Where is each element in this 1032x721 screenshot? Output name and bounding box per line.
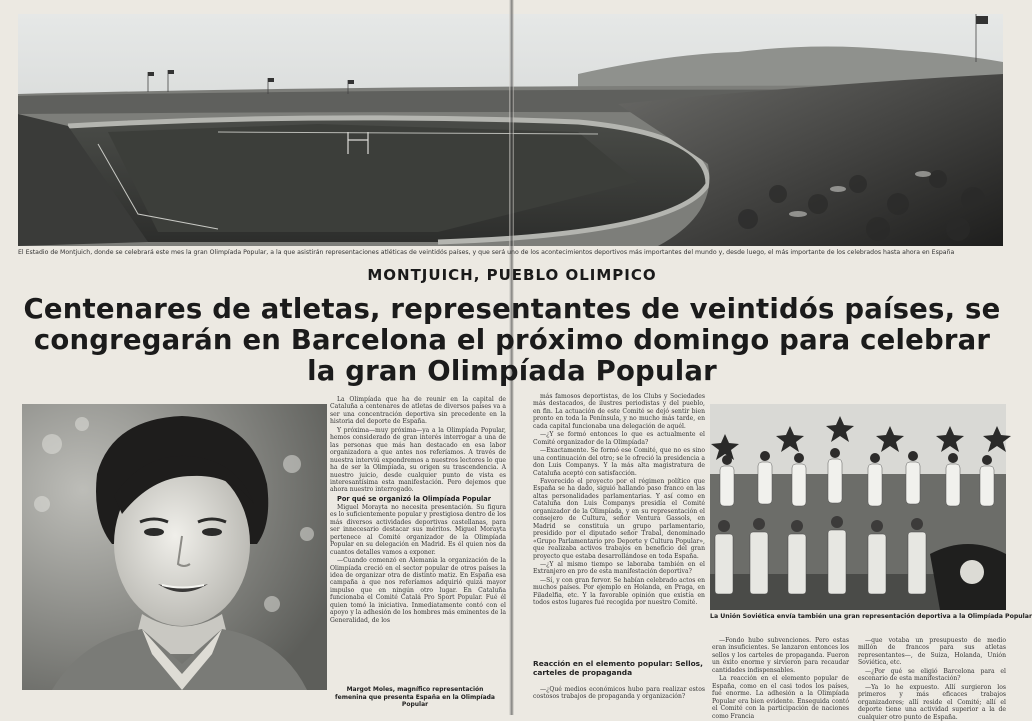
article-paragraph: —que votaba un presupuesto de medio millón de francos para sus atletas representantes—, de Suiza, Holanda, Unión Soviética, etc. [858,637,1006,667]
headline-line-2: congregarán en Barcelona el próximo domingo para celebrar [33,324,991,356]
portrait-photo-image [22,404,327,690]
article-subhead: Por qué se organizó la Olimpíada Popular [337,494,491,503]
headline-line-3: la gran Olimpíada Popular [307,355,717,387]
article-paragraph: —Exactamente. Se formó ese Comité, que no es sino una continuación del otro; se le ofreció la presidencia a don Luis Companys. Y la más alta magistratura de Cataluña aceptó con satisfacción. [533,447,705,477]
portrait-photo [22,404,327,690]
soviet-gymnasts-image [710,404,1006,610]
portrait-caption: Margot Moles, magnífico representación femenina que presenta España en la Olimpíada Popular [335,686,495,708]
headline-line-1: Centenares de atletas, representantes de veintidós países, se [23,293,1001,325]
article-column-2-bottom [533,686,705,714]
soviet-gymnasts-photo [710,404,1006,610]
article-paragraph: —Ya lo he expuesto. Allí surgieron los primeros y más eficaces trabajos organizadores; allí reside el Comité; allí el deporte tiene una actividad superior a la de cualquier otro punto de España. [858,683,1006,721]
article-paragraph: —Sí, y con gran fervor. Se habían celebrado actos en muchos países. Por ejemplo en Holanda, en Praga, en Filadelfia, etc. Y la favorable opinión que existía en todos estos lugares fué recogida por nuestro Comité. [533,576,705,607]
article-paragraph: —Fondo hubo subvenciones. Pero estas eran insuficientes. Se lanzaron entonces los sellos y los carteles de propaganda. Fueron un éxito enorme y sirvieron para recaudar cantidades indispensables. [712,637,849,674]
article-paragraph: más famosos deportistas, de los Clubs y Sociedades más destacados, de ilustres periodistas y del pueblo, en fin. La actuación de este Comité se dejó sentir bien pronto en toda la Península, y no mucho más tarde, en cada capital funcionaba una delegación de aquél. [533,393,705,430]
article-paragraph: Miguel Morayta no necesita presentación. Su figura es lo suficientemente popular y prestigiosa dentro de los más diversos actividades deportivas castellanas, para ser innecesario destacar sus méritos. Miguel Morayta pertenece al Comité organizador de la Olimpíada Popular en su delegación en Madrid. Es él quien nos da cuantos detalles vamos a exponer. [330,503,506,556]
section-kicker: MONTJUICH, PUEBLO OLIMPICO [367,266,657,284]
article-paragraph: —¿Por qué se eligió Barcelona para el escenario de esta manifestación? [858,667,1006,683]
article-paragraph: —Cuando comenzó en Alemania la organización de la Olimpíada creció en el sector popular de otros países la idea de organizar otra de distinto matiz. En España esa campaña a que nos referíamos adquirió quizá mayor impulso que en ningún otro lugar. En Cataluña funcionaba el Comité Catalá Pro Sport Popular. Fué él quien tomó la iniciativa. Inmediatamente contó con el apoyo y la adhesión de los hombres más eminentes de la Generalidad, de los [330,557,506,624]
article-column-4 [858,637,1006,721]
stadium-photo-caption: El Estadio de Montjuich, donde se celebrará este mes la gran Olimpíada Popular, a la que asistirán representaciones atléticas de veintidós países, y que será uno de los acontecimientos deportivos más importantes del mundo y, desde luego, el más importante de los celebrados hasta ahora en España [18,249,955,256]
article-subhead-2: Reacción en el elemento popular: Sellos, carteles de propaganda [533,659,703,677]
article-paragraph: Y próxima—muy próxima—ya a la Olimpíada Popular, hemos considerado de gran interés interrogar a una de las personas que más han destacado en esa labor organizadora a que antes nos referíamos. A través de nuestra interviú expondremos a nuestros lectores lo que ha de ser la Olimpíada, su origen su trascendencia. A nuestro juicio, desde cualquier punto de vista es interesantísima esta manifestación. Pero dejemos que ahora nuestro interrogado. [330,426,506,494]
article-column-3 [712,637,849,720]
article-column-1 [330,396,506,682]
soviet-gymnasts-caption: La Unión Soviética envía también una gran representación deportiva a la Olimpíada Popular [710,613,1032,620]
article-paragraph: La Olimpíada que ha de reunir en la capital de Cataluña a centenares de atletas de diversos países va a ser una concentración deportiva sin precedente en la historia del deporte de España. [330,396,506,426]
article-paragraph: —¿Qué medios económicos hubo para realizar estos costosos trabajos de propaganda y organización? [533,686,705,701]
article-paragraph: —¿Y al mismo tiempo se laboraba también en el Extranjero en pro de esta manifestación deportiva? [533,560,705,576]
article-paragraph: Favorecido el proyecto por el régimen político que España se ha dado, siguió hallando paso franco en las altas personalidades parlamentarias. Y así como en Cataluña don Luis Companys presidía el Comité organizador de la Olimpíada, y en su representación el consejero de Cultura, señor Ventura Gassols, en Madrid se constituía un grupo parlamentario, presidido por el diputado señor Trabal, denominado «Grupo Parlamentario pro Deporte y Cultura Popular», que realizaba activos trabajos en beneficio del gran proyecto que estaba desarrollándose en toda España. [533,477,705,560]
article-paragraph: —¿Y se formó entonces lo que es actualmente el Comité organizador de la Olimpíada? [533,431,705,446]
headline [14,294,1010,387]
article-paragraph: La reacción en el elemento popular de España, como en el casi todos los países, fué enorme. La adhesión a la Olimpíada Popular era bien evidente. Enseguida contó el Comité con la participación de naciones como Francia [712,675,849,720]
article-column-2 [533,393,705,655]
